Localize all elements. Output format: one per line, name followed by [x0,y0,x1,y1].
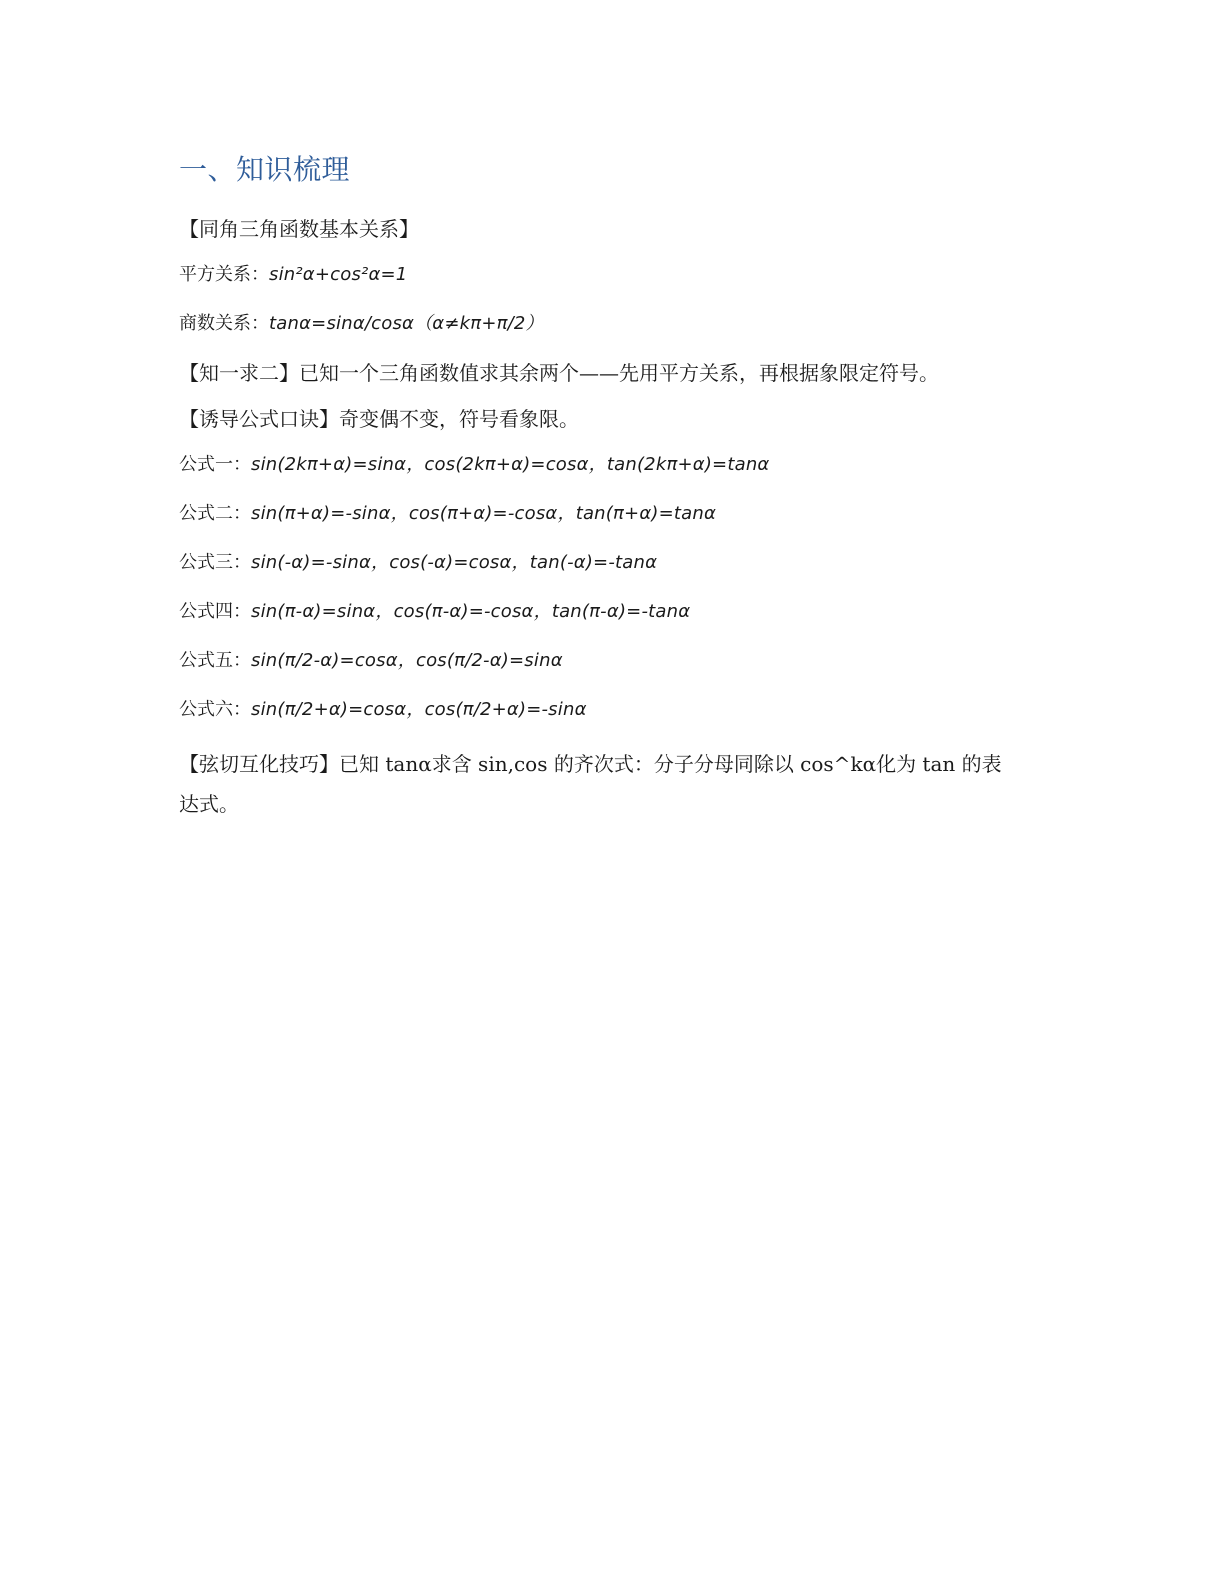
know-one-find-two-text: 已知一个三角函数值求其余两个——先用平方关系，再根据象限定符号。 [299,361,939,385]
formula-6 [179,695,1039,725]
induction-mnemonic [179,404,1039,434]
know-one-find-two [179,358,1039,388]
tan-conversion-tip-text: 已知 tanα求含 sin,cos 的齐次式：分子分母同除以 cos^kα化为 tan 的表达式。 [179,752,1002,816]
formula-1-label: 公式一： [179,454,251,475]
document-content [179,148,1039,824]
formula-6-label: 公式六： [179,699,251,720]
formula-5-label: 公式五： [179,650,251,671]
square-relation-label: 平方关系： [179,264,269,285]
formula-4-expr: sin(π-α)=sinα，cos(π-α)=-cosα，tan(π-α)=-tanα [251,601,691,622]
quotient-relation [179,309,1039,339]
quotient-relation-expr: tanα=sinα/cosα（α≠kπ+π/2） [269,313,544,334]
formula-6-expr: sin(π/2+α)=cosα，cos(π/2+α)=-sinα [251,699,587,720]
section-heading: 一、知识梳理 [179,153,351,186]
formula-2 [179,499,1039,529]
square-relation [179,260,1039,290]
formula-2-label: 公式二： [179,503,251,524]
formula-4 [179,597,1039,627]
quotient-relation-label: 商数关系： [179,313,269,334]
formula-3-label: 公式三： [179,552,251,573]
formula-1-expr: sin(2kπ+α)=sinα，cos(2kπ+α)=cosα，tan(2kπ+α)=tanα [251,454,770,475]
formula-4-label: 公式四： [179,601,251,622]
formula-3-expr: sin(-α)=-sinα，cos(-α)=cosα，tan(-α)=-tanα [251,552,658,573]
tan-conversion-tip-tag: 【弦切互化技巧】 [179,752,339,776]
tan-conversion-tip [179,744,1009,824]
induction-mnemonic-tag: 【诱导公式口诀】 [179,407,339,431]
formula-5-expr: sin(π/2-α)=cosα，cos(π/2-α)=sinα [251,650,563,671]
induction-mnemonic-text: 奇变偶不变，符号看象限。 [339,407,579,431]
formula-3 [179,548,1039,578]
basic-relations-title: 【同角三角函数基本关系】 [179,217,419,241]
formula-5 [179,646,1039,676]
square-relation-expr: sin²α+cos²α=1 [269,264,408,285]
formula-1 [179,450,1039,480]
know-one-find-two-tag: 【知一求二】 [179,361,299,385]
formula-2-expr: sin(π+α)=-sinα，cos(π+α)=-cosα，tan(π+α)=tanα [251,503,717,524]
